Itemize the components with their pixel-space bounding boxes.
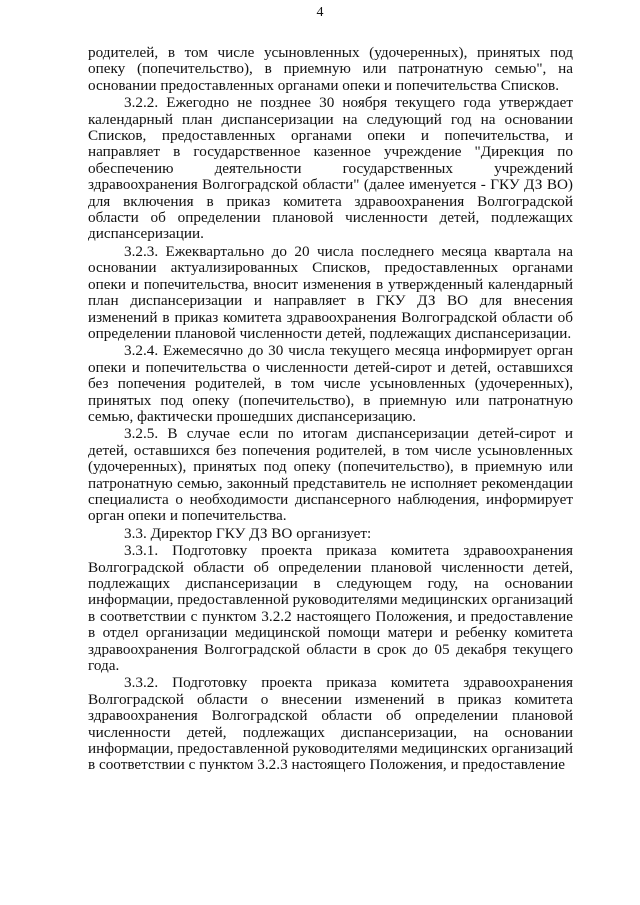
paragraph: 3.2.3. Ежеквартально до 20 числа последнего месяца квартала на основании актуализированных Списков, предоставленных органами опеки и попечительства, вносит изменения в утвержденный календарный план диспансеризации и направляет в ГКУ ДЗ ВО для внесения изменений в приказ комитета здравоохранения Волгоградской области об определении плановой численности детей, подлежащих диспансеризации. — [88, 242, 573, 342]
document-body — [88, 45, 573, 775]
page-number: 4 — [316, 5, 324, 20]
paragraph: 3.3.1. Подготовку проекта приказа комитета здравоохранения Волгоградской области об определении плановой численности детей, подлежащих диспансеризации в следующем году, на основании информации, предоставленной руководителями медицинских организаций в соответствии с пунктом 3.2.2 настоящего Положения, и предоставление в отдел организации медицинской помощи матери и ребенку комитета здравоохранения Волгоградской области в срок до 05 декабря текущего года. — [88, 542, 573, 675]
paragraph: 3.2.5. В случае если по итогам диспансеризации детей-сирот и детей, оставшихся без попечения родителей, в том числе усыновленных (удочеренных), принятых под опеку (попечительство), в приемную или патронатную семью, законный представитель не исполняет рекомендации специалиста о необходимости диспансерного наблюдения, информирует орган опеки и попечительства. — [88, 425, 573, 525]
paragraph: родителей, в том числе усыновленных (удочеренных), принятых под опеку (попечительство), в приемную или патронатную семью", на основании предоставленных органами опеки и попечительства Списков. — [88, 44, 573, 94]
paragraph: 3.2.2. Ежегодно не позднее 30 ноября текущего года утверждает календарный план диспансеризации на следующий год на основании Списков, предоставленных органами опеки и попечительства, и направляет в государственное казенное учреждение "Дирекция по обеспечению деятельности государственных учреждений здравоохранения Волгоградской области" (далее именуется - ГКУ ДЗ ВО) для включения в приказ комитета здравоохранения Волгоградской области об определении плановой численности детей, подлежащих диспансеризации. — [88, 94, 573, 243]
paragraph: 3.3. Директор ГКУ ДЗ ВО организует: — [124, 524, 372, 542]
paragraph: 3.3.2. Подготовку проекта приказа комитета здравоохранения Волгоградской области о внесении изменений в приказ комитета здравоохранения Волгоградской области об определении плановой численности детей, подлежащих диспансеризации, на основании информации, предоставленной руководителями медицинских организаций в соответствии с пунктом 3.2.3 настоящего Положения, и предоставление — [88, 674, 573, 774]
paragraph: 3.2.4. Ежемесячно до 30 числа текущего месяца информирует орган опеки и попечительства о численности детей-сирот и детей, оставшихся без попечения родителей, в том числе усыновленных (удочеренных), принятых под опеку (попечительство), в приемную или патронатную семью, фактически прошедших диспансеризацию. — [88, 342, 573, 425]
